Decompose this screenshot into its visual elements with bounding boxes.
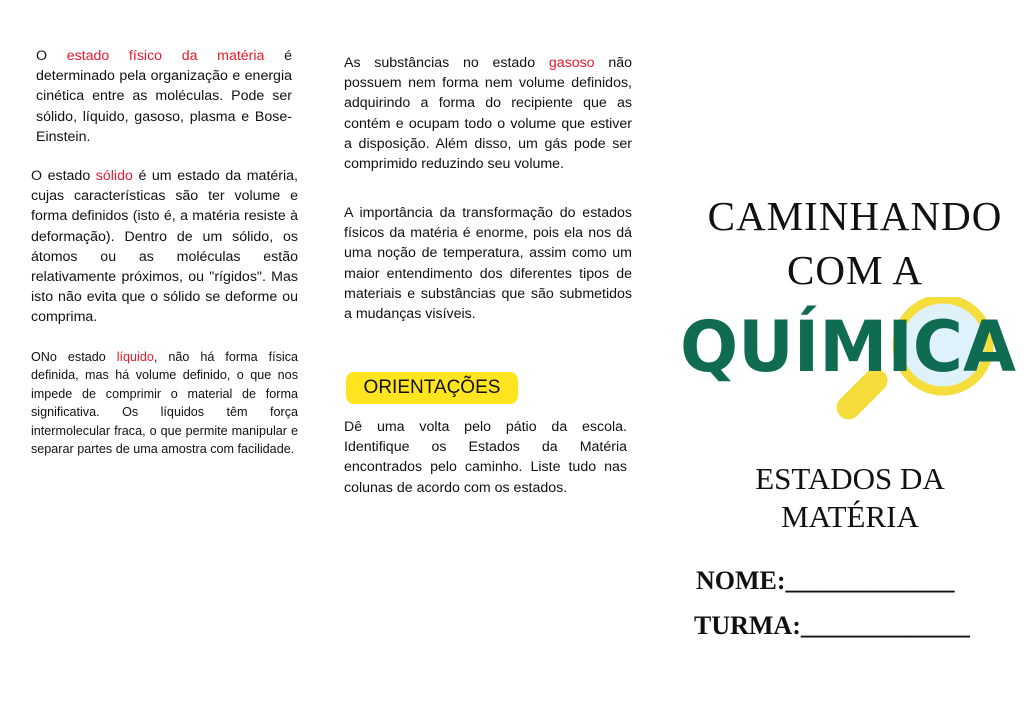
solid-state-paragraph: O estado sólido é um estado da matéria, cujas características são ter volume e forma definidos (isto é, a matéria resiste à deformação). Dentro de um sólido, os átomos ou as moléculas estão relativamente próximos, ou "rígidos". Mas isto não evita que o sólido se deforme ou comprima. [31,168,298,326]
instructions-paragraph: Dê uma volta pelo pátio da escola. Identifique os Estados da Matéria encontrados pelo caminho. Liste tudo nas colunas de acordo com os estados. [344,419,627,496]
quimica-logo [676,297,1022,427]
importance-paragraph: A importância da transformação do estados físicos da matéria é enorme, pois ela nos dá uma noção de temperatura, assim como um maior entendimento dos diferentes tipos de materiais e substâncias que são submetidos a mudanças visíveis. [344,205,632,323]
liquid-state-paragraph: ONo estado líquido, não há forma física definida, mas há volume definido, o que nos impede de comprimir o material de forma significativa. Os líquidos têm força intermolecular fraca, o que permite manipular e separar partes de uma amostra com facilidade. [31,350,298,457]
cover-subtitle: ESTADOS DA MATÉRIA [755,461,945,534]
highlight-liquido: líquido [116,350,154,364]
gas-state-paragraph: As substâncias no estado gasoso não possuem nem forma nem volume definidos, adquirindo a forma do recipiente que as contém e ocupam todo o volume que estiver a disposição. Além disso, um gás pode ser comprimido reduzindo seu volume. [344,55,632,173]
highlight-solido: sólido [95,168,133,184]
cover-title-line2: COM A [786,247,923,293]
physical-state-intro-paragraph: O estado físico da matéria é determinado pela organização e energia cinética entre as moléculas. Pode ser sólido, líquido, gasoso, plasma e Bose-Einstein. [36,48,292,145]
logo-word: QUÍMICA [680,306,1016,388]
highlight-estado-fisico: estado físico da matéria [66,48,265,64]
cover-title-line1: CAMINHANDO [707,193,1003,239]
highlight-gasoso: gasoso [548,55,595,71]
turma-field-label: TURMA:_____________ [694,611,970,640]
orientacoes-badge: ORIENTAÇÕES [346,372,518,404]
nome-field-label: NOME:_____________ [696,566,955,595]
